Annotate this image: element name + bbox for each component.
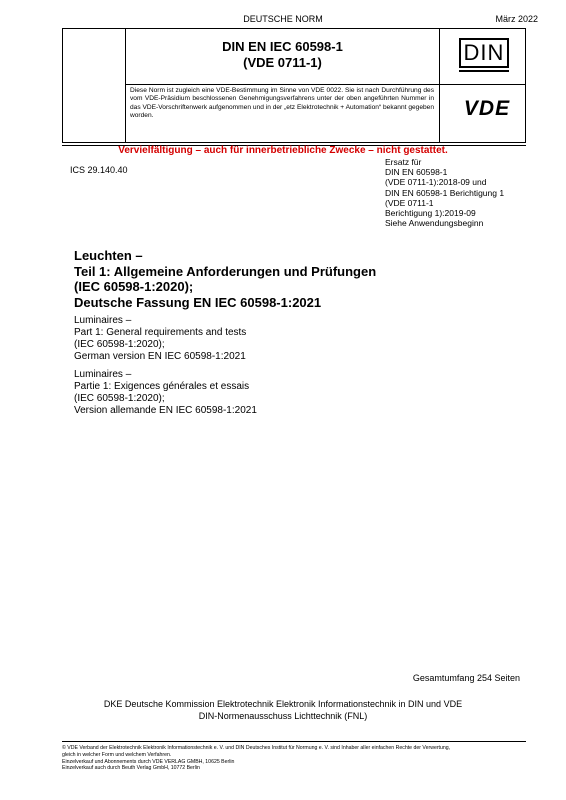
vde-number: (VDE 0711-1) (243, 55, 322, 70)
replacement-line: DIN EN 60598-1 (385, 167, 448, 178)
divider (62, 741, 526, 742)
standard-title (126, 39, 439, 71)
committee-line: DKE Deutsche Kommission Elektrotechnik Elektronik Informationstechnik in DIN und VDE (103, 699, 463, 709)
replacement-line: Siehe Anwendungsbeginn (385, 218, 484, 229)
title-line: (IEC 60598-1:2020); (74, 393, 165, 404)
footer-line: gleich in welcher Form und welchem Verfahren. (62, 751, 172, 758)
title-line: Leuchten – (74, 248, 143, 263)
footer (62, 745, 526, 772)
replacement-info (385, 157, 535, 228)
ics-code: ICS 29.140.40 (70, 165, 128, 175)
divider (125, 84, 525, 85)
committee (0, 698, 566, 722)
total-pages: Gesamtumfang 254 Seiten (412, 673, 520, 683)
din-logo: DIN (459, 38, 509, 68)
title-line: Luminaires – (74, 315, 132, 326)
title-line: German version EN IEC 60598-1:2021 (74, 351, 246, 362)
title-line: (IEC 60598-1:2020); (74, 339, 165, 350)
header-box (62, 28, 526, 143)
norm-label: DEUTSCHE NORM (243, 14, 323, 24)
copy-notice: Vervielfältigung – auch für innerbetriebliche Zwecke – nicht gestattet. (118, 145, 448, 156)
title-line: Deutsche Fassung EN IEC 60598-1:2021 (74, 294, 322, 310)
title-english (74, 315, 514, 363)
replacement-line: Ersatz für (385, 157, 422, 167)
issue-date: März 2022 (495, 14, 538, 24)
footer-line: Einzelverkauf auch durch Beuth Verlag GmbH, 10772 Berlin (62, 765, 200, 772)
footer-line: © VDE Verband der Elektrotechnik Elektronik Informationstechnik e. V. und DIN Deutsches Institut für Normung e. V. sind Inhaber aller einfachen Rechte der Verwertung, (62, 745, 451, 751)
replacement-line: (VDE 0711-1 (385, 197, 434, 208)
title-line: (IEC 60598-1:2020); (74, 279, 194, 294)
title-german (74, 248, 514, 310)
replacement-line: DIN EN 60598-1 Berichtigung 1 (385, 187, 505, 198)
title-line: Teil 1: Allgemeine Anforderungen und Prüfungen (74, 263, 377, 279)
title-line: Version allemande EN IEC 60598-1:2021 (74, 405, 257, 416)
title-line: Luminaires – (74, 369, 132, 380)
standard-number: DIN EN IEC 60598-1 (222, 39, 343, 54)
committee-line: DIN-Normenausschuss Lichttechnik (FNL) (198, 711, 368, 721)
replacement-line: Berichtigung 1):2019-09 (385, 208, 476, 219)
divider (439, 29, 440, 142)
title-line: Partie 1: Exigences générales et essais (74, 381, 250, 392)
title-french (74, 369, 514, 417)
footer-line: Einzelverkauf und Abonnements durch VDE VERLAG GMBH, 10625 Berlin (62, 758, 235, 765)
vde-note: Diese Norm ist zugleich eine VDE-Bestimmung im Sinne von VDE 0022. Sie ist nach Durchführung des vom VDE-Präsidium beschlossenen Genehmigungsverfahrens unter der oben angeführten Nummer in das VDE-Vorschriftenwerk aufgenommen und in der „etz Elektrotechnik + Automation“ bekannt gegeben worden. (130, 87, 434, 120)
replacement-line: (VDE 0711-1):2018-09 und (385, 177, 487, 188)
title-line: Part 1: General requirements and tests (74, 327, 247, 338)
vde-logo: VDE (463, 97, 511, 120)
